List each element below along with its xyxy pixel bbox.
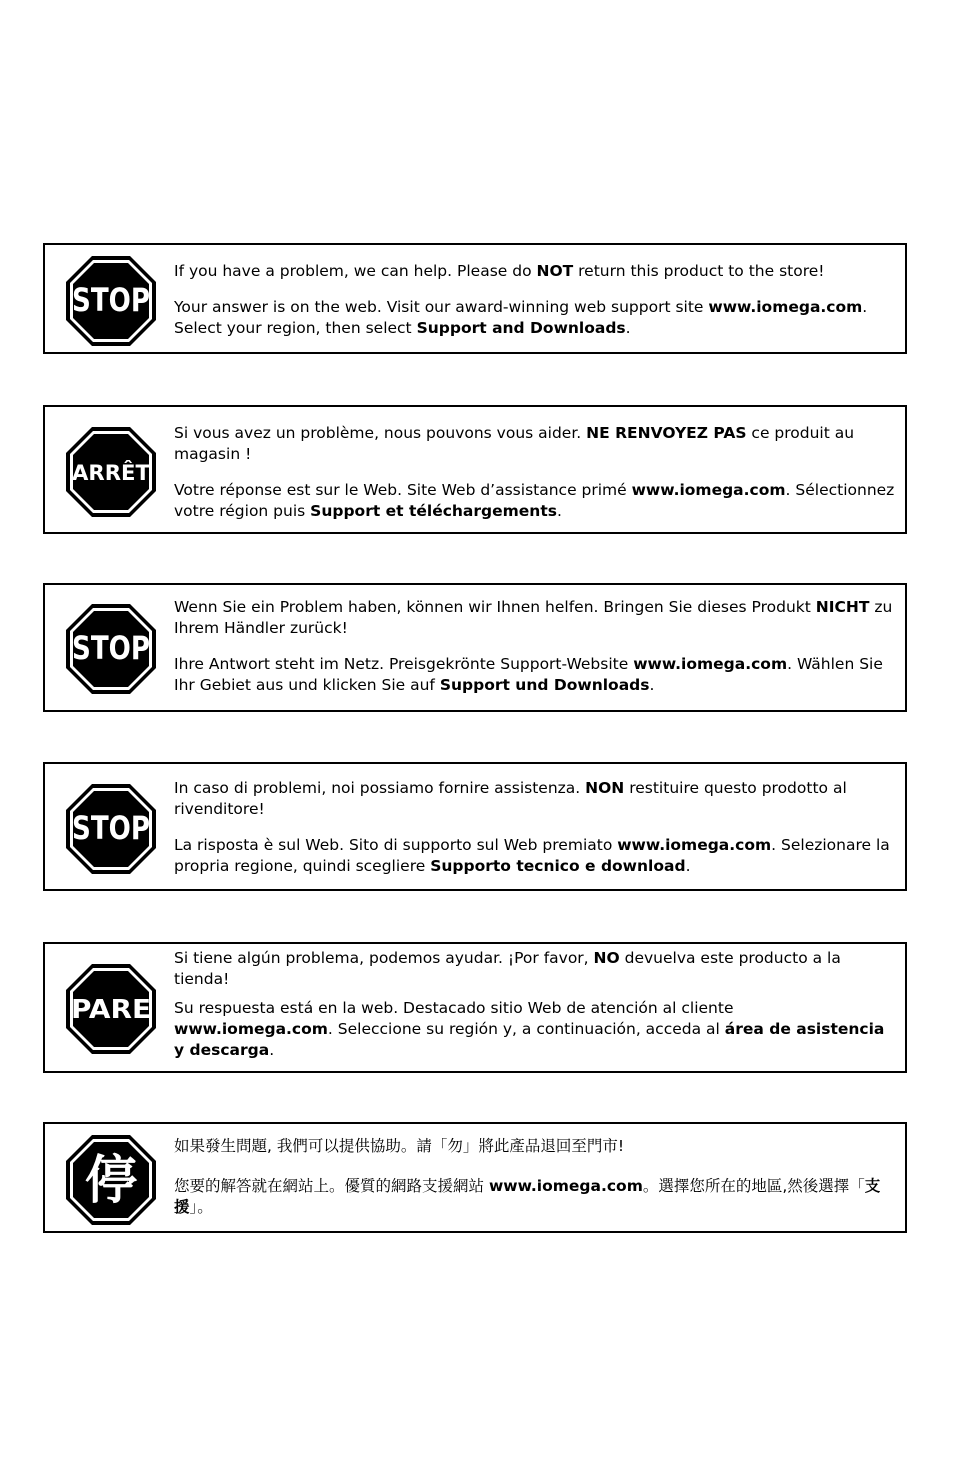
notice-chinese xyxy=(43,1122,907,1233)
support-instructions: Ihre Antwort steht im Netz. Preisgekrönte Support-Website www.iomega.com. Wählen Sie Ihr Gebiet aus und klicken Sie auf Support und Downloads. xyxy=(174,655,883,694)
notice-text xyxy=(174,423,895,522)
notice-text xyxy=(174,597,895,696)
support-website-link[interactable]: www.iomega.com xyxy=(488,1177,643,1195)
support-website-link[interactable]: www.iomega.com xyxy=(617,836,772,854)
support-section-name: Support und Downloads xyxy=(439,676,650,694)
stop-sign-icon xyxy=(65,963,157,1055)
sign-label: STOP xyxy=(72,281,150,319)
notice-text xyxy=(174,948,895,1061)
support-instructions: Your answer is on the web. Visit our award-winning web support site www.iomega.com. Select your region, then select Support and Downloads. xyxy=(174,298,868,337)
support-website-link[interactable]: www.iomega.com xyxy=(631,481,786,499)
problem-statement: 如果發生問題, 我們可以提供協助。請「勿」將此產品退回至門市! xyxy=(174,1137,625,1155)
support-website-link[interactable]: www.iomega.com xyxy=(174,1020,328,1038)
sign-label: STOP xyxy=(72,629,150,667)
support-instructions: La risposta è sul Web. Sito di supporto sul Web premiato www.iomega.com. Selezionare la propria regione, quindi scegliere Supporto tecnico e download. xyxy=(174,836,890,875)
notice-french xyxy=(43,405,907,534)
problem-statement: In caso di problemi, noi possiamo fornire assistenza. NON restituire questo prodotto al rivenditore! xyxy=(174,779,847,818)
stop-sign-icon xyxy=(65,255,157,347)
problem-statement: Si tiene algún problema, podemos ayudar. ¡Por favor, NO devuelva este producto a la tienda! xyxy=(174,949,841,988)
notice-text xyxy=(174,778,895,877)
problem-statement: Si vous avez un problème, nous pouvons vous aider. NE RENVOYEZ PAS ce produit au magasin ! xyxy=(174,424,855,463)
support-instructions: Su respuesta está en la web. Destacado sitio Web de atención al cliente www.iomega.com. Seleccione su región y, a continuación, acceda al área de asistencia y descarga. xyxy=(174,999,885,1059)
sign-label: STOP xyxy=(72,809,150,847)
sign-label: 停 xyxy=(84,1151,138,1211)
support-website-link[interactable]: www.iomega.com xyxy=(633,655,788,673)
notice-italian xyxy=(43,762,907,891)
notice-english xyxy=(43,243,907,354)
stop-sign-icon xyxy=(65,603,157,695)
support-section-name: Supporto tecnico e download xyxy=(430,857,686,875)
stop-sign-icon xyxy=(65,1134,157,1226)
notice-german xyxy=(43,583,907,712)
sign-label: PARE xyxy=(71,995,151,1025)
stop-sign-icon xyxy=(65,783,157,875)
support-website-link[interactable]: www.iomega.com xyxy=(708,298,863,316)
support-section-name: área de asistencia y descarga xyxy=(174,1020,885,1059)
stop-sign-icon xyxy=(65,426,157,518)
notice-text xyxy=(174,1136,895,1218)
support-instructions: Votre réponse est sur le Web. Site Web d’assistance primé www.iomega.com. Sélectionnez votre région puis Support et téléchargements. xyxy=(174,481,895,520)
problem-statement: Wenn Sie ein Problem haben, können wir Ihnen helfen. Bringen Sie dieses Produkt NICHT zu Ihrem Händler zurück! xyxy=(174,598,893,637)
support-section-name: Support et téléchargements xyxy=(310,502,557,520)
support-section-name: 支援 xyxy=(174,1177,881,1216)
notice-text xyxy=(174,261,895,339)
problem-statement: If you have a problem, we can help. Please do NOT return this product to the store! xyxy=(174,262,825,280)
support-section-name: Support and Downloads xyxy=(416,319,626,337)
notice-spanish xyxy=(43,942,907,1073)
support-instructions: 您要的解答就在網站上。優質的網路支援網站 www.iomega.com。選擇您所在的地區,然後選擇「支援」。 xyxy=(174,1177,881,1216)
sign-label: ARRÊT xyxy=(72,461,150,485)
